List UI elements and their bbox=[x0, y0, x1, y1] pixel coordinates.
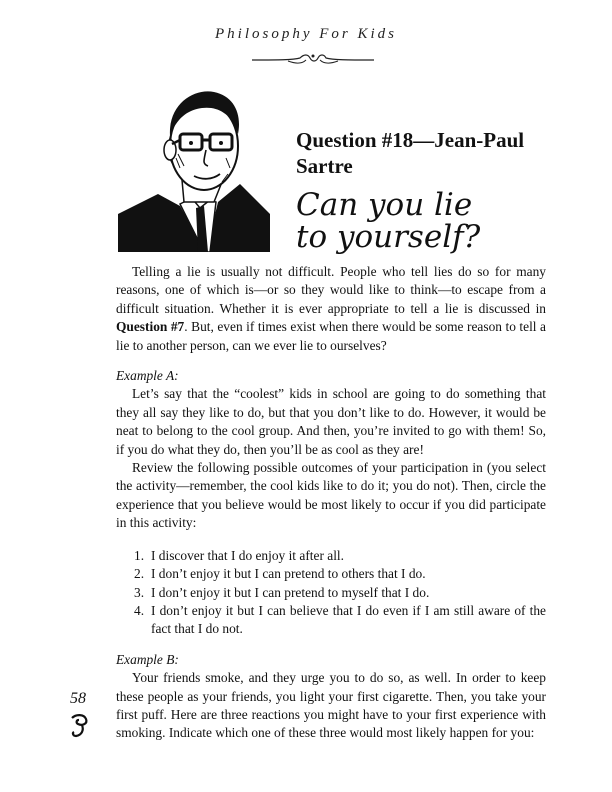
example-a-heading: Example A: bbox=[116, 368, 179, 384]
page-number: 58 bbox=[70, 690, 86, 707]
example-b-paragraph-1: Your friends smoke, and they urge you to do so, as well. In order to keep these people as your friends, you light your first cigarette. Then, you take your first puff. Here are three reactions you might have to your first experience with smoking. Indicate which one of these three would most likely happen for you: bbox=[116, 670, 546, 741]
page-ornament-icon bbox=[68, 712, 90, 738]
question-reference: Question #7 bbox=[116, 319, 185, 335]
list-item-number: 3. bbox=[134, 584, 145, 600]
list-item bbox=[134, 584, 546, 602]
list-item bbox=[134, 602, 546, 639]
list-item-number: 4. bbox=[134, 602, 145, 618]
question-subtitle-line-1: Can you lie bbox=[296, 187, 473, 223]
intro-paragraph bbox=[116, 263, 546, 355]
question-title: Question #18—Jean-Paul Sartre bbox=[296, 128, 525, 178]
question-subtitle bbox=[296, 189, 586, 253]
list-item-text: I don’t enjoy it but I can pretend to myself that I do. bbox=[151, 584, 430, 600]
example-a-paragraph-1: Let’s say that the “coolest” kids in school are going to do something that they all say they like to do, but that you don’t like to do. However, it would be neat to belong to the cool group. And then, you’re invited to go with them! So, if you do what they do, then you’ll be as cool as they are! bbox=[116, 386, 546, 457]
intro-text-b: . But, even if times exist when there would be some reason to tell a lie to another person, can we ever lie to ourselves? bbox=[116, 319, 546, 353]
flourish-ornament bbox=[248, 48, 378, 68]
sartre-portrait-illustration bbox=[118, 84, 270, 252]
outcome-list bbox=[116, 547, 546, 639]
list-item bbox=[134, 565, 546, 583]
example-b-heading: Example B: bbox=[116, 651, 179, 667]
list-item-text: I discover that I do enjoy it after all. bbox=[151, 547, 344, 563]
intro-text-a: Telling a lie is usually not difficult. People who tell lies do so for many reasons, one of which is—or so they would like to think—to escape from a difficult situation. Whether it is ever appropriate to tell a lie is discussed in bbox=[116, 264, 546, 316]
list-item-number: 1. bbox=[134, 547, 145, 563]
body-text bbox=[116, 263, 546, 743]
list-item-text: I don’t enjoy it but I can pretend to others that I do. bbox=[151, 566, 426, 582]
list-item-text: I don’t enjoy it but I can believe that I do even if I am still aware of the fact that I do not. bbox=[151, 602, 546, 637]
list-item bbox=[134, 547, 546, 565]
question-subtitle-line-2: to yourself? bbox=[296, 219, 481, 255]
list-item-number: 2. bbox=[134, 566, 145, 582]
example-a-paragraph-2: Review the following possible outcomes of your participation in (you select the activity—remember, the cool kids like to do it; you do not). Then, circle the experience that you believe would be most likely to occur if you did participate in this activity: bbox=[116, 460, 546, 531]
running-head: Philosophy For Kids bbox=[214, 26, 397, 42]
